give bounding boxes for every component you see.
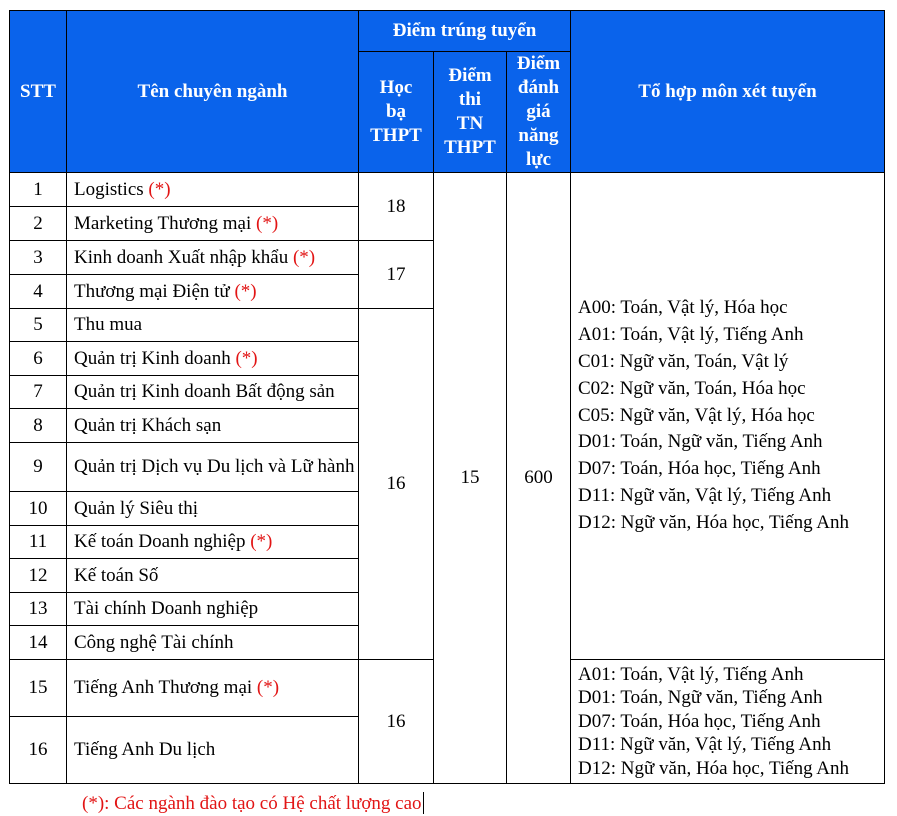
row-stt: 3 [10,241,67,275]
row-major: Kế toán Doanh nghiệp (*) [67,526,359,559]
row-stt: 11 [10,526,67,559]
combo-line: C05: Ngữ văn, Vật lý, Hóa học [578,404,815,426]
row-major: Thương mại Điện tử (*) [67,275,359,309]
combo-line: D12: Ngữ văn, Hóa học, Tiếng Anh [578,757,850,779]
row-major: Quản lý Siêu thị [67,492,359,526]
row-stt: 13 [10,593,67,626]
thi-score: 15 [434,173,507,784]
combo-line: D11: Ngữ văn, Vật lý, Tiếng Anh [578,734,832,756]
header-thi-tn: Điểm thi TN THPT [434,52,507,173]
table-row [10,173,885,207]
combo-line: D07: Toán, Hóa học, Tiếng Anh [578,710,821,732]
row-stt: 2 [10,207,67,241]
row-major: Tài chính Doanh nghiệp [67,593,359,626]
hocba-score: 16 [359,309,434,660]
text-cursor [423,792,424,814]
subject-combo-english [571,660,885,784]
row-stt: 12 [10,559,67,593]
combo-line: A00: Toán, Vật lý, Hóa học [578,297,788,319]
hocba-score: 17 [359,241,434,309]
row-major: Marketing Thương mại (*) [67,207,359,241]
header-dgnl: Điểm đánh giá năng lực [507,52,571,173]
combo-line: D01: Toán, Ngữ văn, Tiếng Anh [578,687,823,709]
row-major: Quản trị Khách sạn [67,409,359,443]
row-major: Tiếng Anh Du lịch [67,717,359,784]
row-stt: 9 [10,443,67,492]
combo-line: D01: Toán, Ngữ văn, Tiếng Anh [578,431,823,453]
row-stt: 16 [10,717,67,784]
combo-line: D12: Ngữ văn, Hóa học, Tiếng Anh [578,511,850,533]
footnote: (*): Các ngành đào tạo có Hệ chất lượng cao [82,793,422,814]
row-major: Quản trị Kinh doanh Bất động sản [67,376,359,409]
row-major: Quản trị Kinh doanh (*) [67,342,359,376]
row-major: Logistics (*) [67,173,359,207]
combo-line: C02: Ngữ văn, Toán, Hóa học [578,377,806,399]
row-stt: 10 [10,492,67,526]
row-major: Công nghệ Tài chính [67,626,359,660]
row-stt: 6 [10,342,67,376]
hocba-score: 18 [359,173,434,241]
admission-table [9,10,885,784]
combo-line: A01: Toán, Vật lý, Tiếng Anh [578,663,804,685]
row-major: Tiếng Anh Thương mại (*) [67,660,359,717]
row-major: Kế toán Số [67,559,359,593]
row-stt: 5 [10,309,67,342]
combo-line: A01: Toán, Vật lý, Tiếng Anh [578,324,804,346]
combo-line: C01: Ngữ văn, Toán, Vật lý [578,351,789,372]
header-stt: STT [10,11,67,173]
row-stt: 14 [10,626,67,660]
header-major-name: Tên chuyên ngành [67,11,359,173]
row-stt: 1 [10,173,67,207]
row-major: Kinh doanh Xuất nhập khẩu (*) [67,241,359,275]
row-major: Thu mua [67,309,359,342]
row-stt: 7 [10,376,67,409]
header-score-group: Điểm trúng tuyển [359,11,571,52]
row-stt: 4 [10,275,67,309]
row-stt: 8 [10,409,67,443]
subject-combo-main [571,173,885,660]
combo-line: D07: Toán, Hóa học, Tiếng Anh [578,458,821,480]
row-major: Quản trị Dịch vụ Du lịch và Lữ hành [67,443,359,492]
combo-line: D11: Ngữ văn, Vật lý, Tiếng Anh [578,484,832,506]
row-stt: 15 [10,660,67,717]
dgnl-score: 600 [507,173,571,784]
hocba-score: 16 [359,660,434,784]
header-hocba: Học bạ THPT [359,52,434,173]
header-subject-combo: Tổ hợp môn xét tuyển [571,11,885,173]
